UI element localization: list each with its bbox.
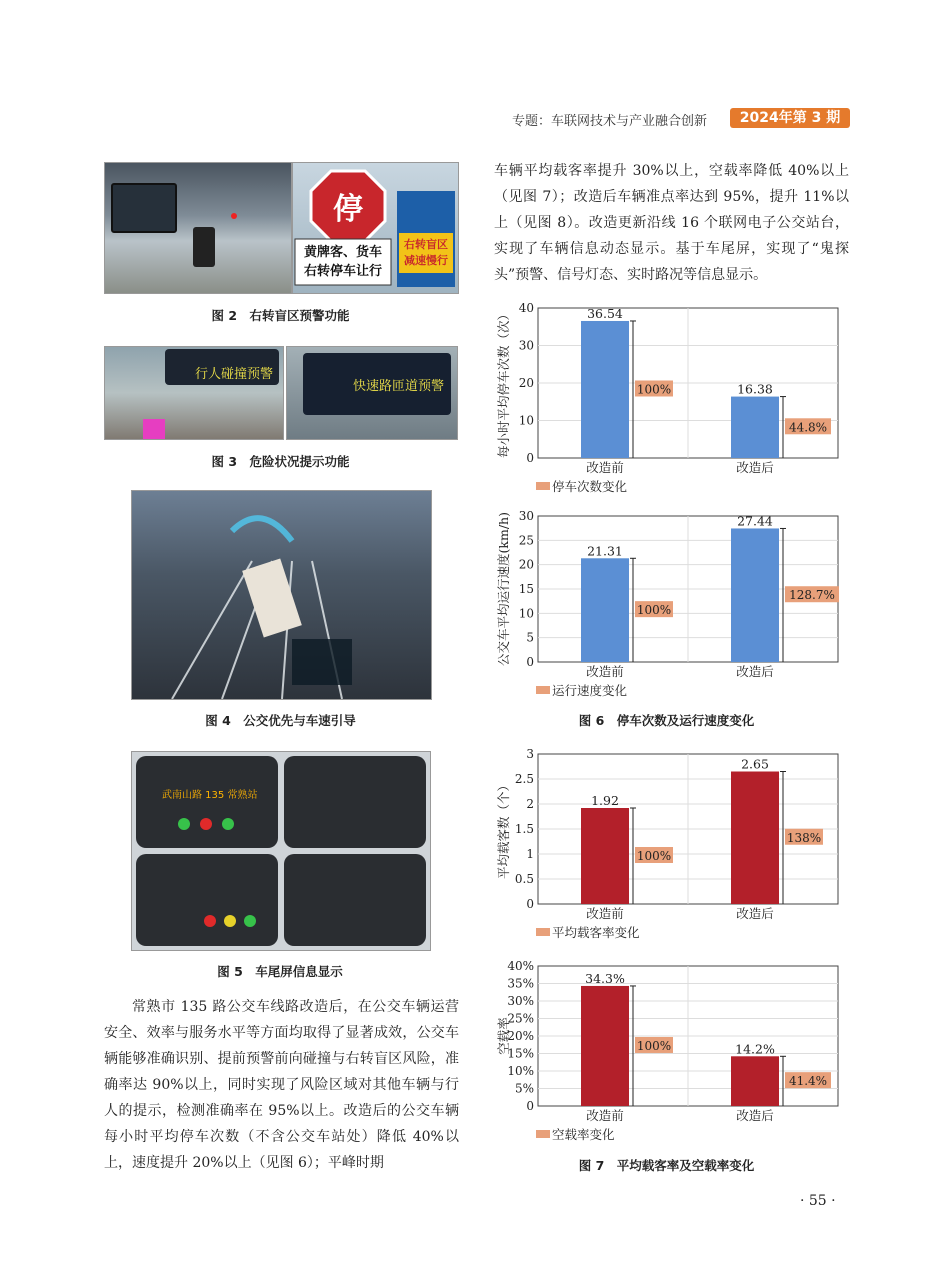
y-tick-label: 30 [518, 509, 534, 523]
x-category-label: 改造前 [586, 906, 624, 921]
x-category-label: 改造前 [586, 664, 624, 679]
bar-1 [731, 397, 779, 458]
fig6-caption: 图 6 停车次数及运行速度变化 [578, 713, 755, 728]
legend-label: 停车次数变化 [552, 479, 628, 494]
y-tick-label: 25% [507, 1011, 534, 1026]
chart-empty-rate [494, 958, 850, 1148]
y-tick-label: 30% [507, 994, 534, 1008]
fig5-caption: 图 5 车尾屏信息显示 [217, 964, 343, 979]
bar-1 [731, 528, 779, 662]
pct-label: 100% [636, 603, 672, 618]
legend-swatch [536, 1130, 550, 1138]
fig7-caption: 图 7 平均载客率及空载率变化 [578, 1158, 755, 1173]
y-tick-label: 2.5 [514, 772, 534, 786]
y-tick-label: 10 [518, 413, 534, 428]
y-tick-label: 3 [526, 747, 534, 761]
bar-value-label: 21.31 [587, 543, 623, 559]
y-tick-label: 0 [526, 897, 534, 911]
y-axis-label: 每小时平均停车次数（次） [496, 307, 511, 459]
fig2-photo-right [292, 162, 459, 294]
fig2-caption: 图 2 右转盲区预警功能 [211, 308, 350, 323]
road-lanes-icon [132, 491, 431, 699]
y-tick-label: 35% [507, 976, 534, 991]
fig5-photo [131, 751, 431, 951]
pedestrian-collision-warning: 行人碰撞预警 [195, 367, 274, 382]
left-body-paragraph: 常熟市 135 路公交车线路改造后，在公交车辆运营安全、效率与服务水平等方面均取得了显著成效，公交车辆能够准确识别、提前预警前向碰撞与右转盲区风险，准确率达 90%以上，同时实现了风险区域对其他车辆与行人的提示，检测准确率在 95%以上。改造后的公交车辆每小时平均停车次数（不含公交车站处）降低 40%以上，速度提升 20%以上（见图 6）；平峰时期 [104, 999, 459, 1171]
y-axis-label: 公交车平均运行速度(km/h) [496, 512, 511, 666]
bar-value-label: 36.54 [587, 305, 623, 321]
y-tick-label: 5% [514, 1081, 534, 1096]
y-tick-label: 20% [507, 1029, 534, 1043]
sign-text-side: 右转盲区 减速慢行 [404, 238, 448, 267]
bar-value-label: 2.65 [741, 756, 769, 772]
y-tick-label: 20 [518, 376, 534, 390]
page-number: · 55 · [800, 1193, 836, 1209]
fig4-photo [131, 490, 432, 700]
chart-avg-passengers [494, 746, 850, 946]
y-tick-label: 30 [518, 338, 534, 353]
sign-text-main: 黄牌客、货车 右转停车让行 [303, 245, 382, 279]
fig2-photo-left [104, 162, 292, 294]
stop-sign-text: 停 [333, 192, 363, 227]
y-tick-label: 2 [526, 797, 534, 811]
fig4-caption: 图 4 公交优先与车速引导 [205, 713, 356, 728]
bar-0 [581, 986, 629, 1106]
ramp-warning: 快速路匝道预警 [353, 379, 445, 394]
pct-label: 100% [636, 382, 672, 397]
x-category-label: 改造后 [736, 460, 774, 475]
legend-swatch [536, 482, 550, 490]
x-category-label: 改造后 [736, 906, 774, 921]
legend-swatch [536, 928, 550, 936]
x-category-label: 改造前 [586, 1108, 624, 1123]
x-category-label: 改造前 [586, 460, 624, 475]
y-tick-label: 0 [526, 451, 534, 465]
y-axis-label: 平均载客数（个） [496, 778, 511, 880]
pct-label: 41.4% [788, 1074, 828, 1089]
legend-label: 平均载客率变化 [552, 925, 640, 940]
legend-swatch [536, 686, 550, 694]
legend-label: 运行速度变化 [552, 683, 628, 698]
bar-0 [581, 321, 629, 458]
y-tick-label: 0 [526, 1099, 534, 1113]
bar-value-label: 14.2% [735, 1041, 775, 1057]
bar-value-label: 27.44 [737, 513, 773, 529]
y-tick-label: 40 [518, 301, 534, 315]
bar-1 [731, 772, 779, 905]
y-tick-label: 10% [507, 1064, 534, 1078]
chart-stop-count [494, 300, 850, 500]
bar-0 [581, 558, 629, 662]
y-tick-label: 15% [507, 1046, 534, 1061]
bar-value-label: 34.3% [585, 970, 625, 986]
y-tick-label: 40% [507, 959, 534, 973]
y-tick-label: 1 [526, 847, 534, 861]
issue-badge: 2024年第 3 期 [730, 108, 850, 128]
y-tick-label: 0.5 [514, 872, 534, 886]
x-category-label: 改造后 [736, 1108, 774, 1123]
fig3-photo-left [104, 346, 284, 440]
bar-1 [731, 1056, 779, 1106]
pct-label: 44.8% [788, 420, 828, 435]
bus-display-text: 武南山路 135 常熟站 [162, 790, 258, 801]
pct-label: 100% [636, 1038, 672, 1053]
journal-topic: 专题：车联网技术与产业融合创新 [512, 114, 708, 129]
bar-value-label: 16.38 [737, 381, 773, 397]
bar-value-label: 1.92 [591, 793, 619, 808]
y-axis-label: 空载率 [496, 1017, 511, 1055]
pct-label: 100% [636, 849, 672, 863]
y-tick-label: 20 [518, 557, 534, 572]
x-category-label: 改造后 [736, 664, 774, 679]
pct-label: 128.7% [789, 588, 835, 603]
bar-0 [581, 808, 629, 904]
legend-label: 空载率变化 [552, 1127, 615, 1142]
right-body-paragraph: 车辆平均载客率提升 30%以上，空载率降低 40%以上（见图 7）；改造后车辆准点率达到 95%，提升 11%以上（见图 8）。改造更新沿线 16 个联网电子公交站台，实现了车辆信息动态显示。基于车尾屏，实现了“鬼探头”预警、信号灯态、实时路况等信息显示。 [494, 163, 849, 283]
pct-label: 138% [786, 830, 822, 845]
y-tick-label: 1.5 [514, 822, 534, 836]
y-tick-label: 25 [518, 533, 534, 548]
y-tick-label: 10 [518, 606, 534, 621]
fig3-photo-right [286, 346, 458, 440]
y-tick-label: 0 [526, 655, 534, 669]
y-tick-label: 15 [518, 582, 534, 596]
y-tick-label: 5 [526, 630, 534, 645]
fig3-caption: 图 3 危险状况提示功能 [211, 454, 350, 469]
chart-speed [494, 508, 850, 704]
